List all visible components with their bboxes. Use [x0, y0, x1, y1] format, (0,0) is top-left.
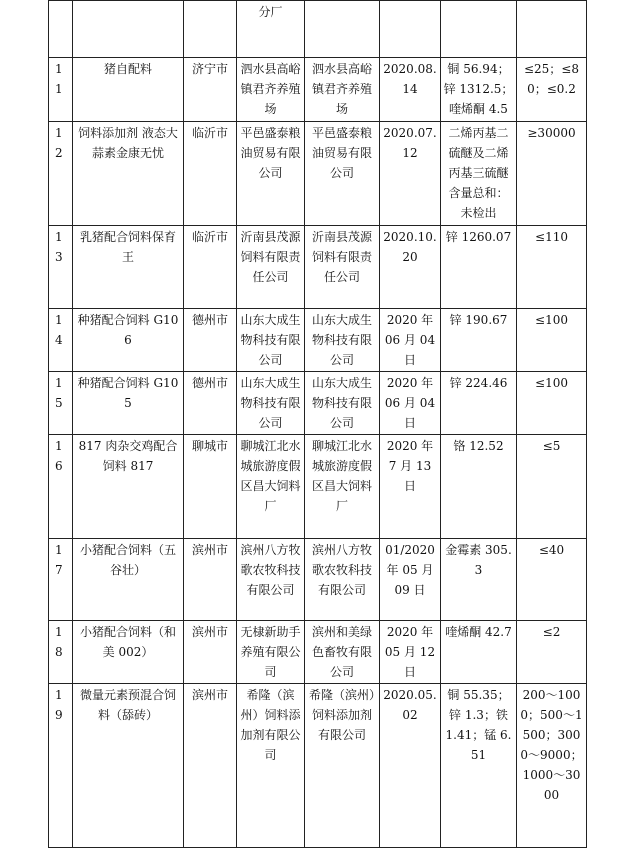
- city: 临沂市: [184, 226, 237, 309]
- table-row: [49, 372, 587, 435]
- city: [184, 1, 237, 58]
- row-number: 12: [49, 122, 73, 226]
- table-row: [49, 58, 587, 122]
- test-result: 铜 56.94；锌 1312.5；喹烯酮 4.5: [441, 58, 517, 122]
- test-result: 锌 190.67: [441, 309, 517, 372]
- product-name: 小猪配合饲料（和美 002）: [73, 621, 184, 684]
- sampled-unit: 沂南县茂源饲料有限责任公司: [305, 226, 380, 309]
- table-row: [49, 309, 587, 372]
- city: 济宁市: [184, 58, 237, 122]
- standard-value: [517, 1, 587, 58]
- city: 滨州市: [184, 539, 237, 621]
- table-row: [49, 122, 587, 226]
- inspection-results-table: [48, 0, 587, 848]
- city: 滨州市: [184, 621, 237, 684]
- producer: 聊城江北水城旅游度假区昌大饲料厂: [237, 435, 305, 539]
- standard-value: ≤100: [517, 372, 587, 435]
- row-number: 14: [49, 309, 73, 372]
- producer: 山东大成生物科技有限公司: [237, 372, 305, 435]
- product-name: 微量元素预混合饲料（舔砖）: [73, 684, 184, 848]
- standard-value: ≤5: [517, 435, 587, 539]
- producer: 沂南县茂源饲料有限责任公司: [237, 226, 305, 309]
- row-number: 18: [49, 621, 73, 684]
- producer: 泗水县高峪镇君齐养殖场: [237, 58, 305, 122]
- standard-value: ≤2: [517, 621, 587, 684]
- production-date: [380, 1, 441, 58]
- product-name: 乳猪配合饲料保育王: [73, 226, 184, 309]
- city: 德州市: [184, 372, 237, 435]
- row-number: 17: [49, 539, 73, 621]
- test-result: 铬 12.52: [441, 435, 517, 539]
- row-number: [49, 1, 73, 58]
- producer: 无棣新助手养殖有限公司: [237, 621, 305, 684]
- table-row: [49, 684, 587, 848]
- product-name: 猪自配料: [73, 58, 184, 122]
- test-result: 金霉素 305.3: [441, 539, 517, 621]
- table-row: [49, 539, 587, 621]
- sampled-unit: 山东大成生物科技有限公司: [305, 309, 380, 372]
- sampled-unit: 滨州八方牧歌农牧科技有限公司: [305, 539, 380, 621]
- test-result: 锌 1260.07: [441, 226, 517, 309]
- table-row: [49, 1, 587, 58]
- sampled-unit: [305, 1, 380, 58]
- standard-value: ≤25；≤80；≤0.2: [517, 58, 587, 122]
- standard-value: ≤100: [517, 309, 587, 372]
- production-date: 01/2020 年 05 月 09 日: [380, 539, 441, 621]
- production-date: 2020.10.20: [380, 226, 441, 309]
- sampled-unit: 聊城江北水城旅游度假区昌大饲料厂: [305, 435, 380, 539]
- production-date: 2020.05.02: [380, 684, 441, 848]
- test-result: 铜 55.35；锌 1.3；铁 1.41；锰 6.51: [441, 684, 517, 848]
- product-name: 种猪配合饲料 G106: [73, 309, 184, 372]
- sampled-unit: 希隆（滨州）饲料添加剂有限公司: [305, 684, 380, 848]
- test-result: 二烯丙基二硫醚及二烯丙基三硫醚含量总和：未检出: [441, 122, 517, 226]
- producer: 希隆（滨州）饲料添加剂有限公司: [237, 684, 305, 848]
- producer: 滨州八方牧歌农牧科技有限公司: [237, 539, 305, 621]
- product-name: 饲料添加剂 液态大蒜素金康无忧: [73, 122, 184, 226]
- row-number: 15: [49, 372, 73, 435]
- standard-value: 200～1000；500～1500；3000～9000；1000～3000: [517, 684, 587, 848]
- test-result: 锌 224.46: [441, 372, 517, 435]
- test-result: [441, 1, 517, 58]
- production-date: 2020 年 05 月 12 日: [380, 621, 441, 684]
- city: 滨州市: [184, 684, 237, 848]
- production-date: 2020.07.12: [380, 122, 441, 226]
- production-date: 2020 年 06 月 04 日: [380, 309, 441, 372]
- production-date: 2020 年 06 月 04 日: [380, 372, 441, 435]
- row-number: 19: [49, 684, 73, 848]
- row-number: 16: [49, 435, 73, 539]
- standard-value: ≥30000: [517, 122, 587, 226]
- row-number: 13: [49, 226, 73, 309]
- producer: 山东大成生物科技有限公司: [237, 309, 305, 372]
- city: 临沂市: [184, 122, 237, 226]
- product-name: [73, 1, 184, 58]
- production-date: 2020 年 7 月 13 日: [380, 435, 441, 539]
- producer: 平邑盛泰粮油贸易有限公司: [237, 122, 305, 226]
- city: 德州市: [184, 309, 237, 372]
- table-row: [49, 435, 587, 539]
- standard-value: ≤110: [517, 226, 587, 309]
- city: 聊城市: [184, 435, 237, 539]
- product-name: 小猪配合饲料（五谷壮）: [73, 539, 184, 621]
- sampled-unit: 滨州和美绿色畜牧有限公司: [305, 621, 380, 684]
- production-date: 2020.08.14: [380, 58, 441, 122]
- table-row: [49, 226, 587, 309]
- test-result: 喹烯酮 42.7: [441, 621, 517, 684]
- sampled-unit: 山东大成生物科技有限公司: [305, 372, 380, 435]
- table-row: [49, 621, 587, 684]
- sampled-unit: 平邑盛泰粮油贸易有限公司: [305, 122, 380, 226]
- producer: 分厂: [237, 1, 305, 58]
- sampled-unit: 泗水县高峪镇君齐养殖场: [305, 58, 380, 122]
- standard-value: ≤40: [517, 539, 587, 621]
- product-name: 种猪配合饲料 G105: [73, 372, 184, 435]
- row-number: 11: [49, 58, 73, 122]
- product-name: 817 肉杂交鸡配合饲料 817: [73, 435, 184, 539]
